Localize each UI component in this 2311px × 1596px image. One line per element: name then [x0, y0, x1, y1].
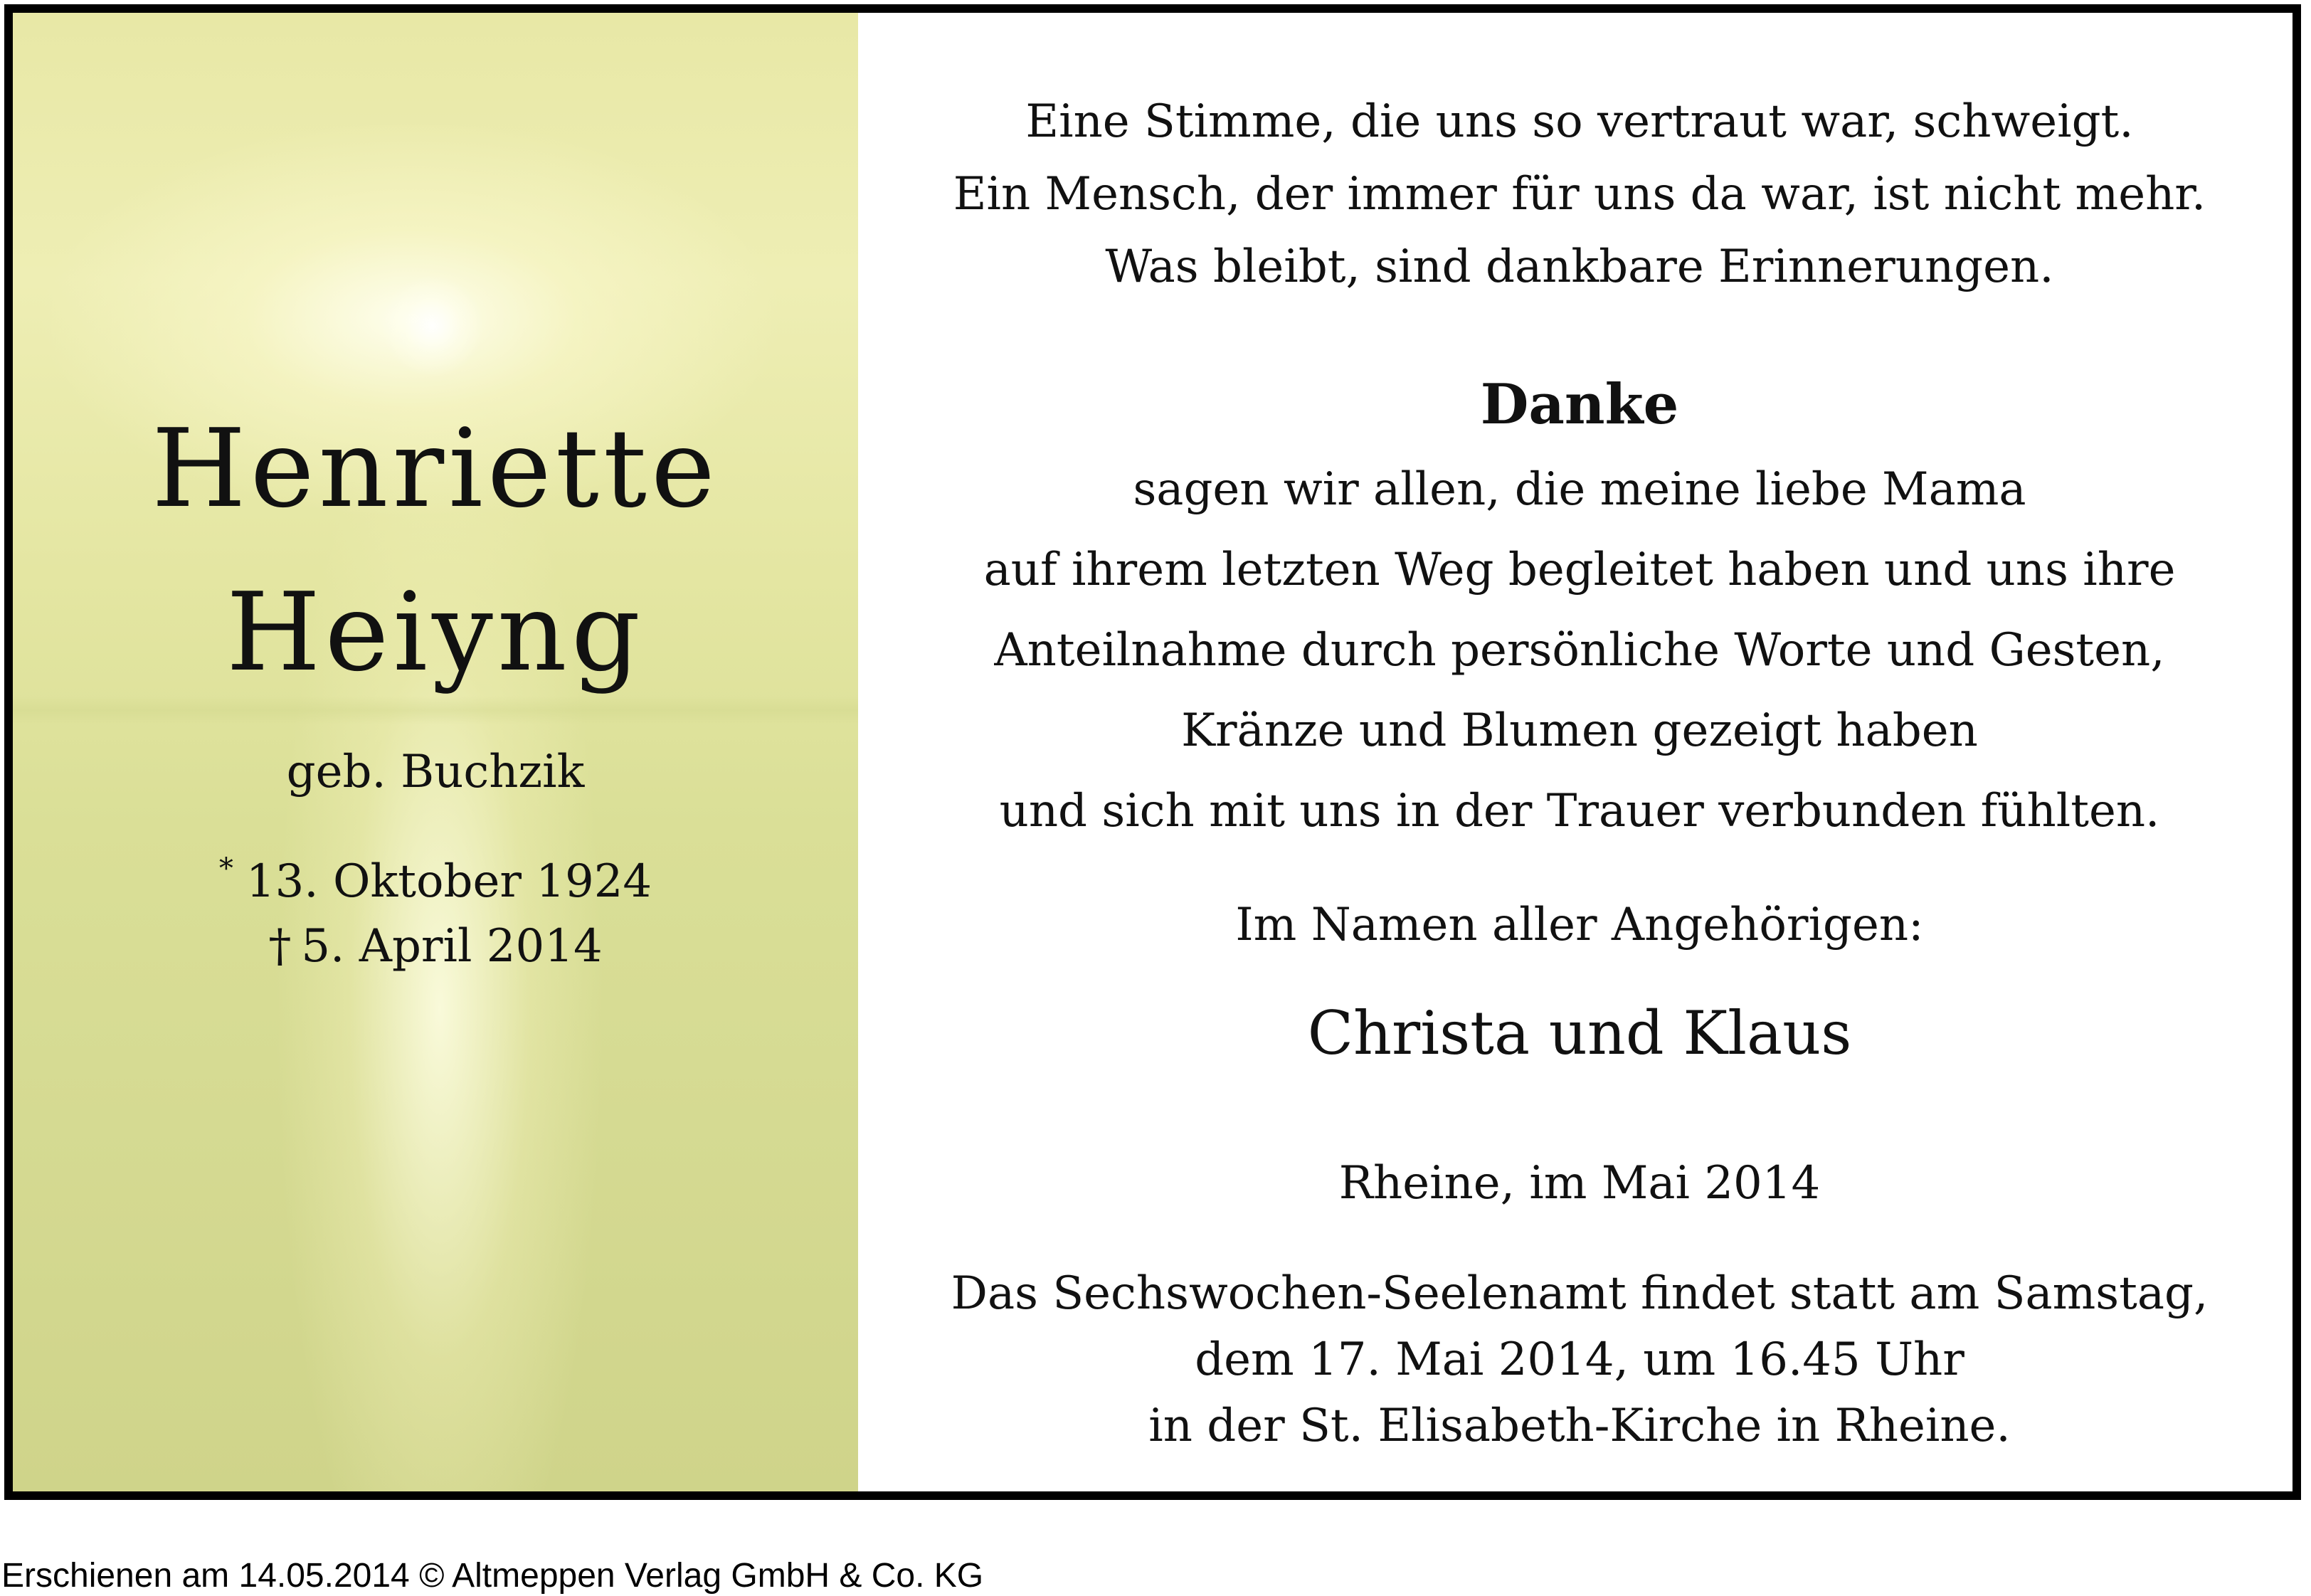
service-line: dem 17. Mai 2014, um 16.45 Uhr	[1195, 1333, 1964, 1386]
poem-line: Was bleibt, sind dankbare Erinnerungen.	[1105, 241, 2054, 293]
sunlight-photo-panel	[13, 13, 858, 1491]
birth-date-line	[13, 852, 858, 908]
thanks-line: sagen wir allen, die meine liebe Mama	[1133, 463, 2026, 516]
service-line: in der St. Elisabeth-Kirche in Rheine.	[1148, 1400, 2011, 1452]
poem	[858, 85, 2301, 303]
thanks-line: und sich mit uns in der Trauer verbunden fühlten.	[999, 785, 2160, 837]
service-line: Das Sechswochen-Seelenamt findet statt am Samstag,	[951, 1267, 2209, 1320]
signers: Christa und Klaus	[1307, 998, 1852, 1068]
birth-date: 13. Oktober 1924	[245, 855, 652, 908]
thanks-text	[858, 450, 2301, 852]
thanks-line: Kränze und Blumen gezeigt haben	[1181, 704, 1978, 757]
birth-name: geb. Buchzik	[286, 746, 585, 798]
service-announcement	[858, 1261, 2301, 1459]
place-date: Rheine, im Mai 2014	[1338, 1157, 1821, 1210]
cross-icon: †	[268, 920, 292, 973]
thanks-line: auf ihrem letzten Weg begleitet haben und uns ihre	[983, 544, 2176, 596]
danke-heading: Danke	[1480, 372, 1679, 437]
poem-line: Eine Stimme, die uns so vertraut war, schweigt.	[1025, 95, 2134, 148]
names-intro: Im Namen aller Angehörigen:	[1235, 899, 1924, 951]
obituary-notice	[4, 4, 2301, 1500]
birth-star-icon: *	[218, 852, 233, 885]
horizon-band	[13, 696, 858, 724]
death-date: 5. April 2014	[301, 920, 603, 973]
poem-line: Ein Mensch, der immer für uns da war, ist nicht mehr.	[953, 168, 2206, 221]
light-star-glow	[383, 276, 482, 376]
thanks-line: Anteilnahme durch persönliche Worte und Gesten,	[994, 624, 2165, 677]
publication-footer: Erschienen am 14.05.2014 © Altmeppen Verlag GmbH & Co. KG	[1, 1557, 984, 1595]
deceased-first-name: Henriette	[152, 406, 719, 532]
death-date-line	[13, 920, 858, 973]
deceased-last-name: Heiyng	[226, 569, 645, 695]
